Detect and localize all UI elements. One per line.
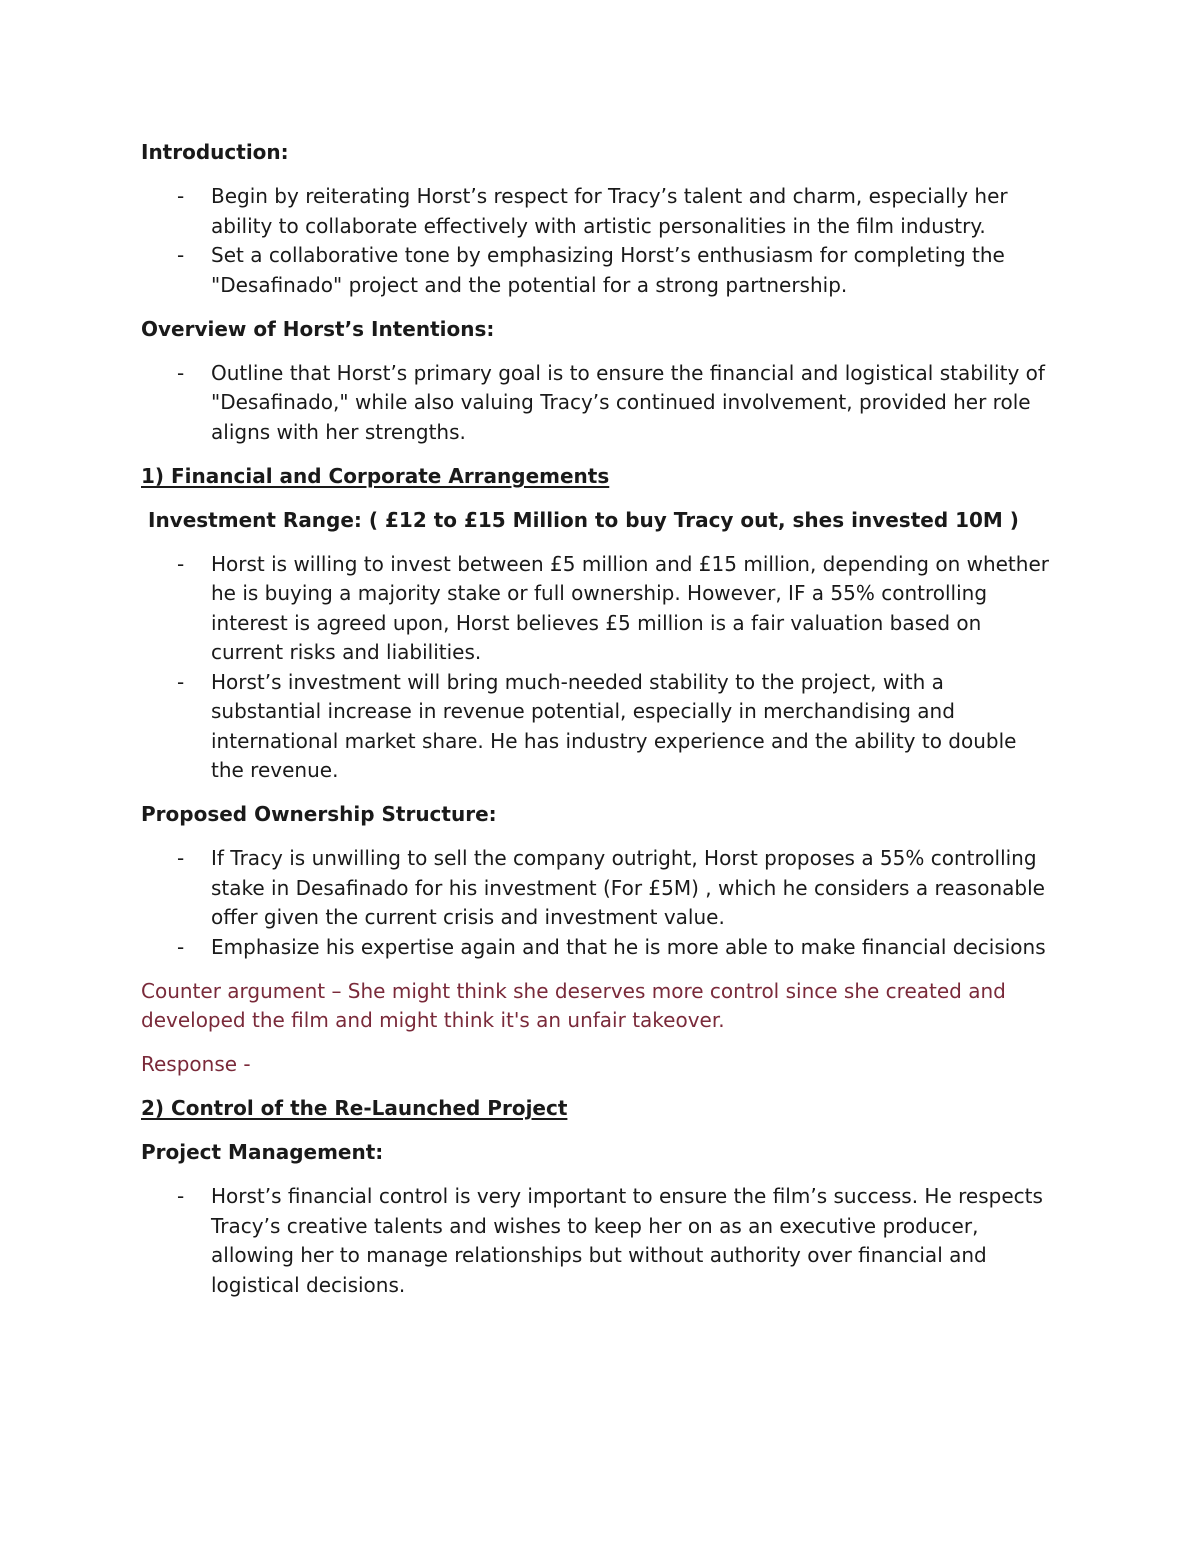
- list-item-text: If Tracy is unwilling to sell the company outright, Horst proposes a 55% controlling stake in Desafinado for his investment (For £5M) , which he considers a reasonable offer given the current crisis and investment value.: [211, 846, 1045, 929]
- bullet-dash: -: [177, 934, 185, 959]
- management-list: [141, 1182, 1051, 1300]
- project-management-heading: Project Management:: [141, 1140, 384, 1164]
- section-1-heading: 1) Financial and Corporate Arrangements: [141, 463, 610, 488]
- list-item: [141, 1182, 1051, 1300]
- investment-list: [141, 550, 1051, 786]
- document-page: [141, 138, 1051, 1315]
- list-item: [141, 668, 1051, 786]
- section-2-heading: 2) Control of the Re-Launched Project: [141, 1096, 568, 1120]
- counter-argument-text: Counter argument – She might think she deserves more control since she created and developed the film and might think it's an unfair takeover.: [141, 978, 1006, 1032]
- introduction-heading: Introduction:: [141, 140, 289, 164]
- ownership-structure-heading: Proposed Ownership Structure:: [141, 802, 497, 826]
- bullet-dash: -: [177, 184, 185, 208]
- ownership-list: [141, 844, 1051, 962]
- bullet-dash: -: [177, 846, 185, 870]
- list-item-text: Emphasize his expertise again and that he is more able to make financial decisions: [211, 934, 1046, 959]
- list-item: [141, 844, 1051, 933]
- bullet-dash: -: [177, 1184, 185, 1208]
- list-item: [141, 241, 1051, 300]
- list-item: [141, 182, 1051, 241]
- bullet-dash: -: [177, 243, 185, 267]
- investment-range-heading: Investment Range: ( £12 to £15 Million to buy Tracy out, shes invested 10M ): [148, 507, 1019, 532]
- introduction-list: [141, 182, 1051, 300]
- list-item-text: Outline that Horst’s primary goal is to ensure the financial and logistical stability of "Desafinado," while also valuing Tracy’s continued involvement, provided her role aligns with her strengths.: [211, 360, 1045, 444]
- list-item-text: Set a collaborative tone by emphasizing Horst’s enthusiasm for completing the "Desafinado" project and the potential for a strong partnership.: [211, 243, 1005, 297]
- list-item-text: Horst is willing to invest between £5 million and £15 million, depending on whether he is buying a majority stake or full ownership. However, IF a 55% controlling interest is agreed upon, Horst believes £5 million is a fair valuation based on current risks and liabilities.: [211, 551, 1049, 664]
- list-item: [141, 933, 1051, 963]
- bullet-dash: -: [177, 360, 185, 385]
- list-item-text: Horst’s financial control is very important to ensure the film’s success. He respects Tracy’s creative talents and wishes to keep her on as an executive producer, allowing her to manage relationships but without authority over financial and logistical decisions.: [211, 1184, 1043, 1297]
- list-item-text: Horst’s investment will bring much-needed stability to the project, with a substantial increase in revenue potential, especially in merchandising and international market share. He has industry experience and the ability to double the revenue.: [211, 669, 1017, 782]
- bullet-dash: -: [177, 669, 185, 694]
- overview-list: [141, 359, 1051, 448]
- bullet-dash: -: [177, 551, 185, 576]
- response-text: Response -: [141, 1052, 251, 1076]
- list-item: [141, 359, 1051, 448]
- list-item: [141, 550, 1051, 668]
- list-item-text: Begin by reiterating Horst’s respect for Tracy’s talent and charm, especially her ability to collaborate effectively with artistic personalities in the film industry.: [211, 184, 1008, 238]
- overview-heading: Overview of Horst’s Intentions:: [141, 316, 495, 341]
